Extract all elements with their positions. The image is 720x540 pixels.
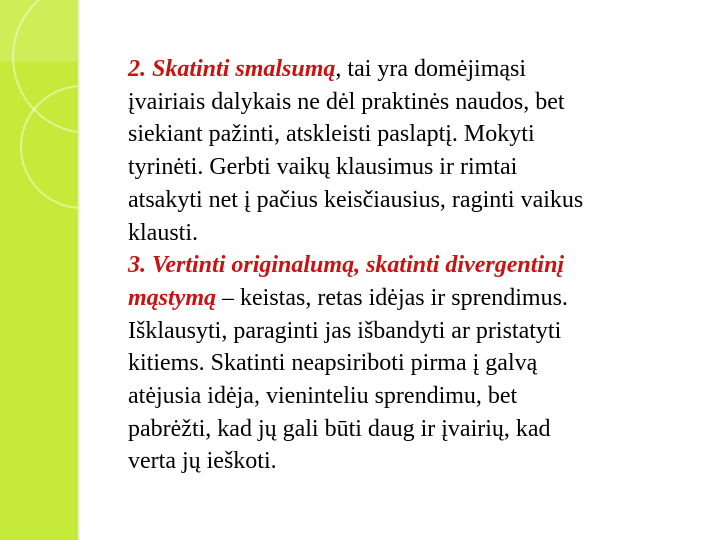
- text-line: [128, 249, 708, 282]
- text-line: [128, 347, 708, 380]
- highlighted-heading: mąstymą: [128, 284, 216, 311]
- text-segment: atsakyti net į pačius keisčiausius, raginti vaikus: [128, 186, 584, 213]
- text-line: [128, 184, 708, 217]
- text-line: [128, 445, 708, 478]
- text-segment: , tai yra domėjimąsi: [335, 56, 527, 82]
- text-line: [128, 413, 708, 446]
- text-segment: pabrėžti, kad jų gali būti daug ir įvairių, kad: [128, 415, 551, 442]
- text-segment: siekiant pažinti, atskleisti paslaptį. Mokyti: [128, 121, 535, 148]
- text-segment: klausti.: [128, 219, 198, 246]
- text-segment: kitiems. Skatinti neapsiriboti pirma į galvą: [128, 350, 538, 377]
- text-line: [128, 217, 708, 250]
- text-line: [128, 53, 708, 86]
- text-segment: tyrinėti. Gerbti vaikų klausimus ir rimtai: [128, 154, 518, 181]
- highlighted-heading: 3. Vertinti originalumą, skatinti divergentinį: [128, 252, 565, 279]
- text-segment: atėjusia idėja, vieninteliu sprendimu, bet: [128, 383, 518, 410]
- text-segment: įvairiais dalykais ne dėl praktinės naudos, bet: [128, 88, 565, 115]
- highlighted-heading: 2. Skatinti smalsumą: [128, 56, 336, 82]
- decorative-side-panel: [0, 0, 78, 540]
- text-line: [128, 118, 708, 151]
- text-segment: verta jų ieškoti.: [128, 448, 277, 475]
- text-line: [128, 86, 708, 119]
- text-segment: Išklausyti, paraginti jas išbandyti ar pristatyti: [128, 317, 562, 344]
- text-line: [128, 282, 708, 315]
- text-line: [128, 380, 708, 413]
- text-line: [128, 151, 708, 184]
- panel-edge: [78, 0, 80, 540]
- text-segment: – keistas, retas idėjas ir sprendimus.: [216, 284, 568, 311]
- slide-body-text: [128, 53, 708, 478]
- text-line: [128, 315, 708, 348]
